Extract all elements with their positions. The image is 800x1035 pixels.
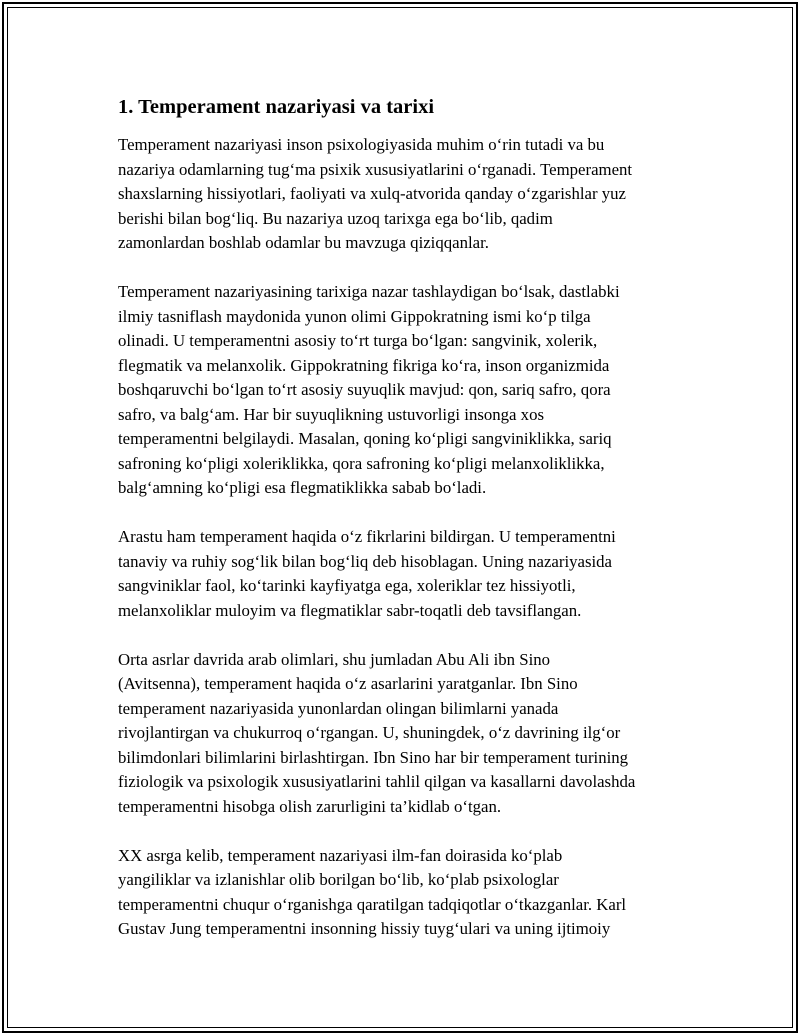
text-line: rivojlantirgan va chukurroq o‘rgangan. U, shuningdek, o‘z davrining ilg‘or [118,723,621,742]
text-line: balg‘amning ko‘pligi esa flegmatiklikka sabab bo‘ladi. [118,478,487,497]
paragraph [118,133,698,256]
text-line: nazariya odamlarning tug‘ma psixik xususiyatlarini o‘rganadi. Temperament [118,159,633,179]
text-line: yangiliklar va izlanishlar olib borilgan bo‘lib, ko‘plab psixologlar [118,870,559,889]
text-line: temperamentni hisobga olish zarurligini ta’kidlab o‘tgan. [118,796,502,816]
paragraph [118,648,698,820]
text-line: safroning ko‘pligi xoleriklikka, qora safroning ko‘pligi melanxoliklikka, [118,453,605,473]
text-line: ilmiy tasniflash maydonida yunon olimi Gippokratning ismi ko‘p tilga [118,306,591,326]
paragraph-list [118,133,698,942]
section-heading: 1. Temperament nazariyasi va tarixi [118,96,435,118]
text-line: Temperament nazariyasining tarixiga nazar tashlaydigan bo‘lsak, dastlabki [118,282,620,301]
text-line: Orta asrlar davrida arab olimlari, shu jumladan Abu Ali ibn Sino [118,649,551,669]
text-line: safro, va balg‘am. Har bir suyuqlikning ustuvorligi insonga xos [118,404,544,424]
paragraph [118,525,698,623]
text-line: olinadi. U temperamentni asosiy to‘rt turga bo‘lgan: sangvinik, xolerik, [118,331,598,350]
text-line: bilimdonlari bilimlarini birlashtirgan. Ibn Sino har bir temperament turining [118,747,629,767]
text-line: melanxoliklar muloyim va flegmatiklar sabr-toqatli deb tavsiflangan. [118,600,582,620]
text-line: shaxslarning hissiyotlari, faoliyati va xulq-atvorida qanday o‘zgarishlar yuz [118,184,626,203]
paragraph [118,280,698,501]
text-line: Gustav Jung temperamentni insonning hissiy tuyg‘ulari va uning ijtimoiy [118,919,611,938]
text-line: fiziologik va psixologik xususiyatlarini tahlil qilgan va kasallarni davolashda [118,772,636,791]
text-line: tanaviy va ruhiy sog‘lik bilan bog‘liq deb hisoblagan. Uning nazariyasida [118,551,612,571]
text-line: boshqaruvchi bo‘lgan to‘rt asosiy suyuqlik mavjud: qon, sariq safro, qora [118,380,611,399]
text-line: Arastu ham temperament haqida o‘z fikrlarini bildirgan. U temperamentni [118,527,616,546]
text-line: temperamentni belgilaydi. Masalan, qoning ko‘pligi sangviniklikka, sariq [118,429,612,448]
text-line: XX asrga kelib, temperament nazariyasi ilm-fan doirasida ko‘plab [118,845,563,865]
paragraph [118,844,698,942]
text-line: zamonlardan boshlab odamlar bu mavzuga qiziqqanlar. [118,233,489,252]
text-line: temperament nazariyasida yunonlardan olingan bilimlarni yanada [118,698,559,718]
text-line: temperamentni chuqur o‘rganishga qaratilgan tadqiqotlar o‘tkazganlar. Karl [118,894,627,914]
document-body [118,93,698,966]
text-line: flegmatik va melanxolik. Gippokratning fikriga ko‘ra, inson organizmida [118,355,610,375]
text-line: sangviniklar faol, ko‘tarinki kayfiyatga ega, xoleriklar tez hissiyotli, [118,576,576,595]
text-line: Temperament nazariyasi inson psixologiyasida muhim o‘rin tutadi va bu [118,135,605,154]
text-line: berishi bilan bog‘liq. Bu nazariya uzoq tarixga ega bo‘lib, qadim [118,208,553,228]
text-line: (Avitsenna), temperament haqida o‘z asarlarini yaratganlar. Ibn Sino [118,674,578,693]
